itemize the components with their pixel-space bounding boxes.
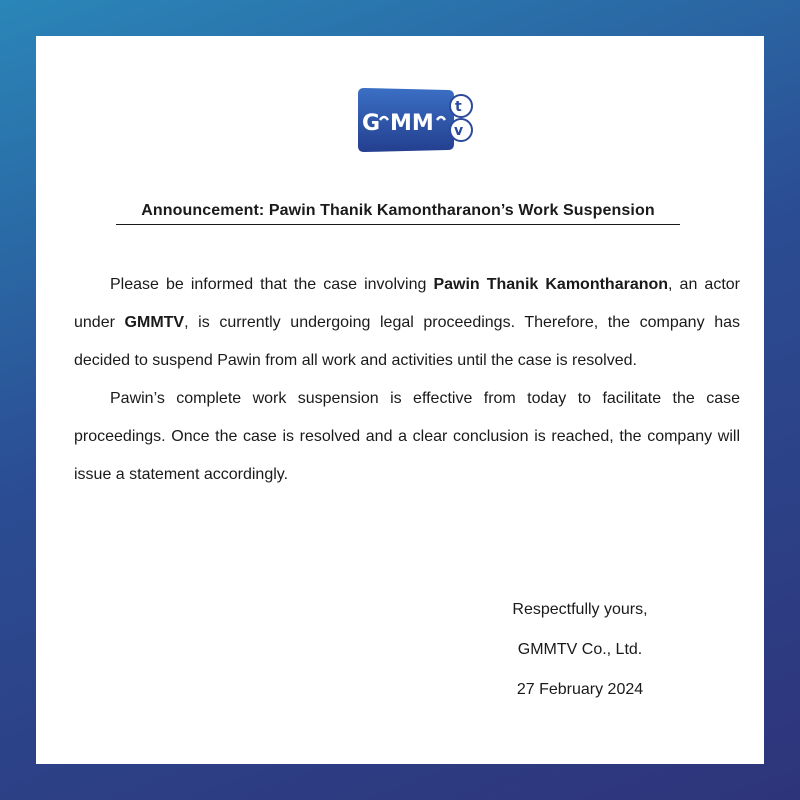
svg-text:t: t bbox=[455, 99, 462, 115]
announcement-title: Announcement: Pawin Thanik Kamontharanon’s Work Suspension bbox=[116, 202, 680, 225]
announcement-date: 27 February 2024 bbox=[516, 681, 644, 698]
svg-text:G: G bbox=[362, 111, 381, 136]
paragraph-1-part3: , is currently undergoing legal proceedings. Therefore, the company has decided to suspend Pawin from all work and activities until the case is resolved. bbox=[74, 314, 740, 369]
svg-text:MM: MM bbox=[390, 111, 434, 136]
signoff-company: GMMTV Co., Ltd. bbox=[517, 641, 643, 658]
paragraph-2: Pawin’s complete work suspension is effective from today to facilitate the case proceedings. Once the case is resolved and a clear conclusion is reached, the company will issue a statement accordingly. bbox=[74, 390, 740, 483]
actor-name: Pawin Thanik Kamontharanon bbox=[433, 276, 669, 293]
svg-text:v: v bbox=[454, 123, 464, 139]
company-name: GMMTV bbox=[124, 314, 185, 331]
paragraph-1 bbox=[74, 266, 740, 380]
paragraph-1-part2: , an actor under bbox=[74, 276, 740, 331]
paragraph-1-part1: Please be informed that the case involving bbox=[110, 276, 434, 293]
gmmtv-logo bbox=[354, 86, 474, 156]
closing-line: Respectfully yours, bbox=[512, 601, 648, 618]
announcement-body bbox=[74, 266, 740, 494]
signoff-block bbox=[480, 590, 680, 710]
